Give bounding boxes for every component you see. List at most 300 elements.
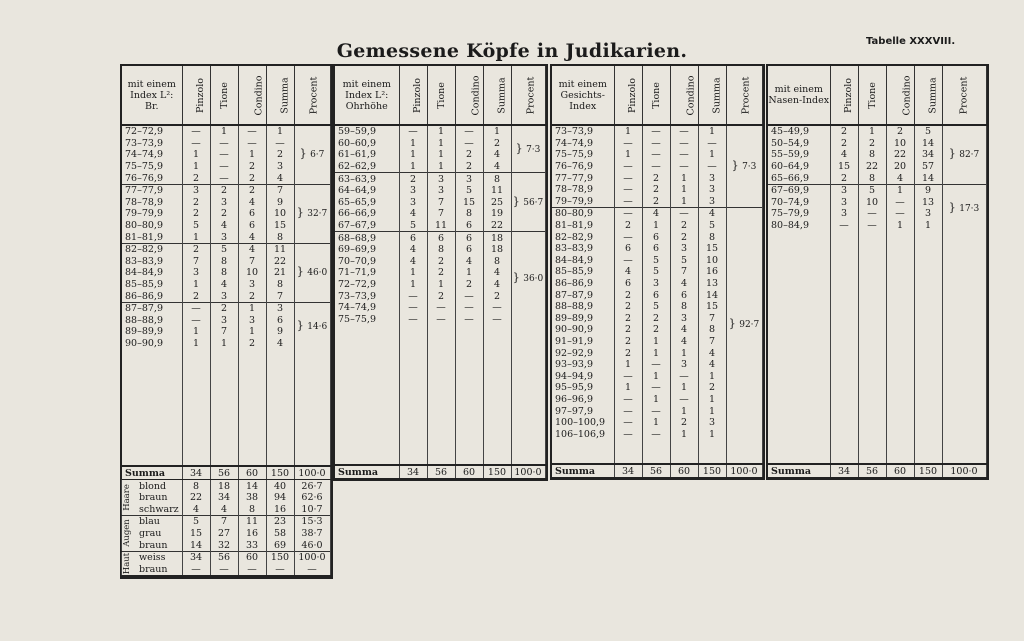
brace-mark: } xyxy=(296,206,308,220)
row-index-range: 85–85,9 xyxy=(552,266,614,278)
summa-value: 56 xyxy=(427,465,455,479)
row-count: 2 xyxy=(614,336,642,348)
row-count: 10 xyxy=(266,208,294,220)
summa-row xyxy=(552,464,762,478)
row-count: 3 xyxy=(830,197,858,209)
row-count: 3 xyxy=(182,267,210,279)
page-title: Gemessene Köpfe in Judikarien. xyxy=(336,40,688,62)
row-index-range: 90–90,9 xyxy=(552,324,614,336)
row-count: 1 xyxy=(182,338,210,350)
row-count: 1 xyxy=(642,417,670,429)
group-percent xyxy=(726,208,762,440)
row-count: — xyxy=(614,394,642,406)
row-count: 11 xyxy=(266,243,294,255)
column-header xyxy=(614,66,642,125)
row-count: 22 xyxy=(483,220,511,232)
row-index-range: 75–75,9 xyxy=(335,314,399,326)
row-index-range: 68–68,9 xyxy=(335,232,399,244)
row-count: — xyxy=(210,161,238,173)
row-count: 1 xyxy=(642,394,670,406)
attribute-value: — xyxy=(266,563,294,576)
attribute-label: braun xyxy=(139,492,168,504)
row-count: 3 xyxy=(210,231,238,243)
attribute-value: 15 xyxy=(182,528,210,540)
row-index-range: 55–59,9 xyxy=(768,149,830,161)
row-index-range: 65–66,9 xyxy=(768,172,830,184)
row-count: 1 xyxy=(427,149,455,161)
header-row xyxy=(552,66,762,125)
row-count: 1 xyxy=(455,267,483,279)
row-index-range: 70–70,9 xyxy=(335,256,399,268)
row-count: 7 xyxy=(427,197,455,209)
column-header-label: Tione xyxy=(218,81,230,109)
summa-value: 34 xyxy=(614,464,642,478)
row-count: 3 xyxy=(698,184,726,196)
row-index-range: 65–65,9 xyxy=(335,197,399,209)
row-count: — xyxy=(670,370,698,382)
row-count: — xyxy=(642,405,670,417)
summa-row xyxy=(335,465,545,479)
row-count: 1 xyxy=(914,220,942,232)
row-count: — xyxy=(266,138,294,150)
row-index-range: 77–77,9 xyxy=(122,184,182,196)
row-count: 15 xyxy=(830,161,858,173)
row-count: 5 xyxy=(858,184,886,196)
attribute-value: 60 xyxy=(238,551,266,563)
brace-mark: } xyxy=(512,194,524,208)
row-count: 3 xyxy=(210,315,238,327)
row-count: — xyxy=(427,302,455,314)
plate-label: Tabelle XXXVIII. xyxy=(866,36,956,47)
row-count: 13 xyxy=(698,278,726,290)
table-row xyxy=(768,125,986,138)
row-count: 2 xyxy=(830,172,858,184)
row-count: 8 xyxy=(670,301,698,313)
row-index-range: 45–49,9 xyxy=(768,125,830,138)
row-count: 3 xyxy=(427,185,455,197)
row-count: 2 xyxy=(670,220,698,232)
row-index-range: 74–74,9 xyxy=(122,149,182,161)
row-index-range: 97–97,9 xyxy=(552,405,614,417)
row-count: 1 xyxy=(614,382,642,394)
table-row xyxy=(552,125,762,138)
column-header xyxy=(266,66,294,125)
row-count: 11 xyxy=(427,220,455,232)
row-index-range: 81–81,9 xyxy=(122,231,182,243)
row-count: 6 xyxy=(455,232,483,244)
row-count: 6 xyxy=(238,208,266,220)
attribute-value: — xyxy=(182,563,210,576)
row-count: 3 xyxy=(830,208,858,220)
row-count: — xyxy=(858,208,886,220)
attribute-value: 16 xyxy=(238,528,266,540)
row-count: 4 xyxy=(642,208,670,220)
row-count: 3 xyxy=(670,359,698,371)
attribute-value: 10·7 xyxy=(294,503,330,515)
row-count: 14 xyxy=(914,138,942,150)
attribute-label: braun xyxy=(139,563,168,575)
column-header xyxy=(830,66,858,125)
row-index-range: 80–80,9 xyxy=(122,220,182,232)
attribute-value: 7 xyxy=(210,516,238,528)
column-header-label: Pinzolo xyxy=(842,77,854,113)
row-count: 15 xyxy=(698,301,726,313)
row-count: 2 xyxy=(427,267,455,279)
attribute-value: 4 xyxy=(182,503,210,515)
row-index-range: 87–87,9 xyxy=(122,302,182,314)
row-count: 1 xyxy=(483,125,511,138)
row-count: 1 xyxy=(698,394,726,406)
row-count: — xyxy=(830,220,858,232)
summa-value: 34 xyxy=(182,466,210,480)
row-count: 4 xyxy=(670,336,698,348)
row-index-range: 80–84,9 xyxy=(768,220,830,232)
table-row xyxy=(552,208,762,220)
row-count: 5 xyxy=(642,301,670,313)
column-header xyxy=(698,66,726,125)
summa-value: 34 xyxy=(399,465,427,479)
column-header xyxy=(642,66,670,125)
row-count: 2 xyxy=(182,243,210,255)
row-index-range: 73–73,9 xyxy=(335,290,399,302)
row-index-range: 94–94,9 xyxy=(552,370,614,382)
group-percent-value: 36·0 xyxy=(523,274,544,285)
attribute-group-label: Haut xyxy=(122,552,132,575)
group-percent-value: 14·6 xyxy=(307,321,328,332)
row-index-range: 83–83,9 xyxy=(552,243,614,255)
row-index-range: 75–75,9 xyxy=(552,149,614,161)
filler-row xyxy=(552,440,762,464)
row-count: 3 xyxy=(670,243,698,255)
attribute-row xyxy=(122,480,330,492)
row-count: 2 xyxy=(830,138,858,150)
row-count: 7 xyxy=(182,256,210,268)
row-count: 6 xyxy=(455,220,483,232)
row-index-range: 95–95,9 xyxy=(552,382,614,394)
row-count: 2 xyxy=(238,290,266,302)
row-count: 4 xyxy=(455,256,483,268)
row-count: 1 xyxy=(858,125,886,138)
row-count: — xyxy=(670,138,698,150)
row-count: 15 xyxy=(455,197,483,209)
row-count: 1 xyxy=(698,428,726,440)
row-count: 16 xyxy=(698,266,726,278)
row-count: 2 xyxy=(858,138,886,150)
row-index-range: 84–84,9 xyxy=(552,255,614,267)
row-count: 4 xyxy=(399,208,427,220)
row-count: — xyxy=(614,370,642,382)
index-header: mit einem Index L²: Ohrhöhe xyxy=(335,66,399,125)
column-header xyxy=(511,66,545,125)
attribute-row xyxy=(122,551,330,563)
row-count: — xyxy=(670,161,698,173)
row-count: 1 xyxy=(670,382,698,394)
row-count: 5 xyxy=(182,220,210,232)
column-header-label: Procent xyxy=(524,76,536,114)
row-index-range: 59–59,9 xyxy=(335,125,399,138)
attribute-label: grau xyxy=(139,527,162,539)
row-index-range: 80–80,9 xyxy=(552,208,614,220)
row-count: — xyxy=(670,394,698,406)
row-index-range: 60–64,9 xyxy=(768,161,830,173)
row-count: 3 xyxy=(914,208,942,220)
row-index-range: 83–83,9 xyxy=(122,256,182,268)
row-count: 9 xyxy=(266,326,294,338)
row-index-range: 86–86,9 xyxy=(122,290,182,302)
row-count: 2 xyxy=(182,172,210,184)
attribute-value: 100·0 xyxy=(294,551,330,563)
row-count: — xyxy=(182,138,210,150)
summa-label: Summa xyxy=(552,464,614,478)
row-count: — xyxy=(182,302,210,314)
row-count: — xyxy=(399,125,427,138)
attribute-value: 4 xyxy=(210,503,238,515)
column-header xyxy=(670,66,698,125)
row-count: — xyxy=(698,138,726,150)
attribute-row xyxy=(122,516,330,528)
summa-row xyxy=(122,466,330,480)
row-count: 4 xyxy=(886,172,914,184)
attribute-cell xyxy=(122,563,182,576)
row-count: 4 xyxy=(483,161,511,173)
attribute-cell xyxy=(122,528,182,540)
row-count: 5 xyxy=(670,255,698,267)
row-count: 6 xyxy=(238,220,266,232)
summa-value: 100·0 xyxy=(726,464,762,478)
row-count: 1 xyxy=(238,149,266,161)
column-header-label: Tione xyxy=(435,81,447,109)
row-index-range: 90–90,9 xyxy=(122,338,182,350)
brace-mark: } xyxy=(512,271,524,285)
row-count: 7 xyxy=(266,184,294,196)
row-count: 1 xyxy=(614,125,642,138)
row-count: 25 xyxy=(483,197,511,209)
column-header xyxy=(886,66,914,125)
row-count: 22 xyxy=(886,149,914,161)
table-row xyxy=(122,125,330,138)
row-index-range: 100–100,9 xyxy=(552,417,614,429)
group-percent-value: 82·7 xyxy=(959,150,980,161)
row-index-range: 89–89,9 xyxy=(552,313,614,325)
summa-value: 150 xyxy=(914,464,942,478)
row-count: 4 xyxy=(238,231,266,243)
row-count: 57 xyxy=(914,161,942,173)
row-count: — xyxy=(670,208,698,220)
row-index-range: 89–89,9 xyxy=(122,326,182,338)
row-index-range: 76–76,9 xyxy=(122,172,182,184)
row-count: 6 xyxy=(614,243,642,255)
row-count: 2 xyxy=(886,125,914,138)
row-count: 1 xyxy=(698,125,726,138)
brace-mark: } xyxy=(296,318,308,332)
column-header xyxy=(726,66,762,125)
row-count: 2 xyxy=(238,161,266,173)
attribute-value: 14 xyxy=(238,480,266,492)
row-index-range: 71–71,9 xyxy=(335,267,399,279)
attribute-label: blau xyxy=(139,516,160,528)
row-count: 14 xyxy=(698,289,726,301)
attribute-value: 62·6 xyxy=(294,492,330,504)
row-count: 1 xyxy=(642,220,670,232)
row-count: — xyxy=(483,314,511,326)
brace-mark: } xyxy=(515,141,527,155)
row-count: 2 xyxy=(210,184,238,196)
attribute-value: 23 xyxy=(266,516,294,528)
row-count: 2 xyxy=(238,338,266,350)
attribute-value: 32 xyxy=(210,539,238,551)
row-count: 1 xyxy=(399,161,427,173)
row-count: 6 xyxy=(642,231,670,243)
table-row xyxy=(335,173,545,185)
row-count: — xyxy=(614,255,642,267)
row-count: — xyxy=(614,138,642,150)
row-count: 9 xyxy=(266,197,294,209)
row-count: 2 xyxy=(427,256,455,268)
summa-value: 60 xyxy=(670,464,698,478)
row-index-range: 79–79,9 xyxy=(122,208,182,220)
row-count: 3 xyxy=(698,196,726,208)
row-index-range: 79–79,9 xyxy=(552,196,614,208)
group-percent xyxy=(294,184,330,243)
row-count: 8 xyxy=(266,279,294,291)
row-count: 6 xyxy=(642,243,670,255)
row-index-range: 92–92,9 xyxy=(552,347,614,359)
row-index-range: 78–78,9 xyxy=(122,197,182,209)
group-percent-value: 32·7 xyxy=(307,209,328,220)
attribute-value: 15·3 xyxy=(294,516,330,528)
row-count: — xyxy=(614,172,642,184)
row-count: 7 xyxy=(698,336,726,348)
attribute-row xyxy=(122,492,330,504)
group-percent xyxy=(511,173,545,232)
row-count: 1 xyxy=(238,302,266,314)
brace-mark: } xyxy=(728,316,740,330)
column-header xyxy=(238,66,266,125)
row-count: 8 xyxy=(858,172,886,184)
column-header-label: Summa xyxy=(711,76,723,114)
row-count: 1 xyxy=(399,267,427,279)
column-header xyxy=(294,66,330,125)
column-header-label: Condino xyxy=(253,74,265,116)
row-count: 2 xyxy=(455,279,483,291)
attribute-value: 69 xyxy=(266,539,294,551)
table-row xyxy=(122,184,330,196)
group-percent xyxy=(726,125,762,208)
row-count: 1 xyxy=(698,405,726,417)
row-count: 8 xyxy=(266,231,294,243)
brace-mark: } xyxy=(299,147,311,161)
row-count: 3 xyxy=(830,184,858,196)
row-count: 6 xyxy=(642,289,670,301)
column-header-label: Procent xyxy=(307,76,319,114)
row-index-range: 86–86,9 xyxy=(552,278,614,290)
row-count: — xyxy=(698,161,726,173)
summa-value: 100·0 xyxy=(511,465,545,479)
row-count: 5 xyxy=(455,185,483,197)
row-count: 1 xyxy=(642,336,670,348)
attribute-value: 56 xyxy=(210,551,238,563)
row-count: 7 xyxy=(210,326,238,338)
table-ear-height-index xyxy=(335,66,546,479)
group-percent-value: 7·3 xyxy=(526,144,541,155)
row-count: 8 xyxy=(483,256,511,268)
row-index-range: 72–72,9 xyxy=(335,279,399,291)
row-count: 2 xyxy=(614,289,642,301)
row-count: 1 xyxy=(670,428,698,440)
row-count: 2 xyxy=(182,197,210,209)
row-index-range: 67–69,9 xyxy=(768,184,830,196)
row-index-range: 70–74,9 xyxy=(768,197,830,209)
group-percent xyxy=(294,302,330,349)
summa-value: 60 xyxy=(455,465,483,479)
row-count: — xyxy=(614,417,642,429)
attribute-value: 26·7 xyxy=(294,480,330,492)
attribute-row xyxy=(122,539,330,551)
row-count: 2 xyxy=(830,125,858,138)
row-count: 2 xyxy=(614,301,642,313)
attribute-value: — xyxy=(238,563,266,576)
row-count: 6 xyxy=(399,232,427,244)
summa-value: 100·0 xyxy=(942,464,986,478)
summa-value: 60 xyxy=(886,464,914,478)
row-count: 4 xyxy=(670,278,698,290)
row-count: 3 xyxy=(210,197,238,209)
header-row xyxy=(122,66,330,125)
row-count: 7 xyxy=(427,208,455,220)
row-count: — xyxy=(455,314,483,326)
attribute-value: 18 xyxy=(210,480,238,492)
row-count: 8 xyxy=(210,256,238,268)
row-count: 2 xyxy=(399,173,427,185)
row-count: 1 xyxy=(399,149,427,161)
row-count: — xyxy=(399,302,427,314)
column-header-label: Condino xyxy=(901,74,913,116)
row-count: 3 xyxy=(266,302,294,314)
summa-value: 56 xyxy=(642,464,670,478)
summa-value: 150 xyxy=(483,465,511,479)
row-count: 4 xyxy=(670,324,698,336)
summa-value: 56 xyxy=(210,466,238,480)
row-count: 8 xyxy=(858,149,886,161)
row-index-range: 67–67,9 xyxy=(335,220,399,232)
row-index-range: 74–74,9 xyxy=(552,138,614,150)
row-count: 1 xyxy=(182,231,210,243)
row-count: — xyxy=(642,149,670,161)
row-count: 5 xyxy=(642,266,670,278)
row-count: — xyxy=(614,208,642,220)
row-count: 4 xyxy=(266,338,294,350)
row-count: 8 xyxy=(210,267,238,279)
row-count: 2 xyxy=(614,220,642,232)
row-count: 5 xyxy=(698,220,726,232)
row-count: 2 xyxy=(266,149,294,161)
column-header-label: Pinzolo xyxy=(411,77,423,113)
row-count: 10 xyxy=(886,138,914,150)
attribute-label: schwarz xyxy=(139,503,179,515)
row-count: — xyxy=(614,184,642,196)
row-count: — xyxy=(483,302,511,314)
row-index-range: 84–84,9 xyxy=(122,267,182,279)
group-percent-value: 92·7 xyxy=(739,319,760,330)
row-count: — xyxy=(614,196,642,208)
row-count: 4 xyxy=(266,172,294,184)
row-count: 8 xyxy=(698,324,726,336)
row-count: 4 xyxy=(238,197,266,209)
row-index-range: 82–82,9 xyxy=(552,231,614,243)
row-count: — xyxy=(238,125,266,138)
row-count: 2 xyxy=(238,172,266,184)
row-count: 3 xyxy=(455,173,483,185)
